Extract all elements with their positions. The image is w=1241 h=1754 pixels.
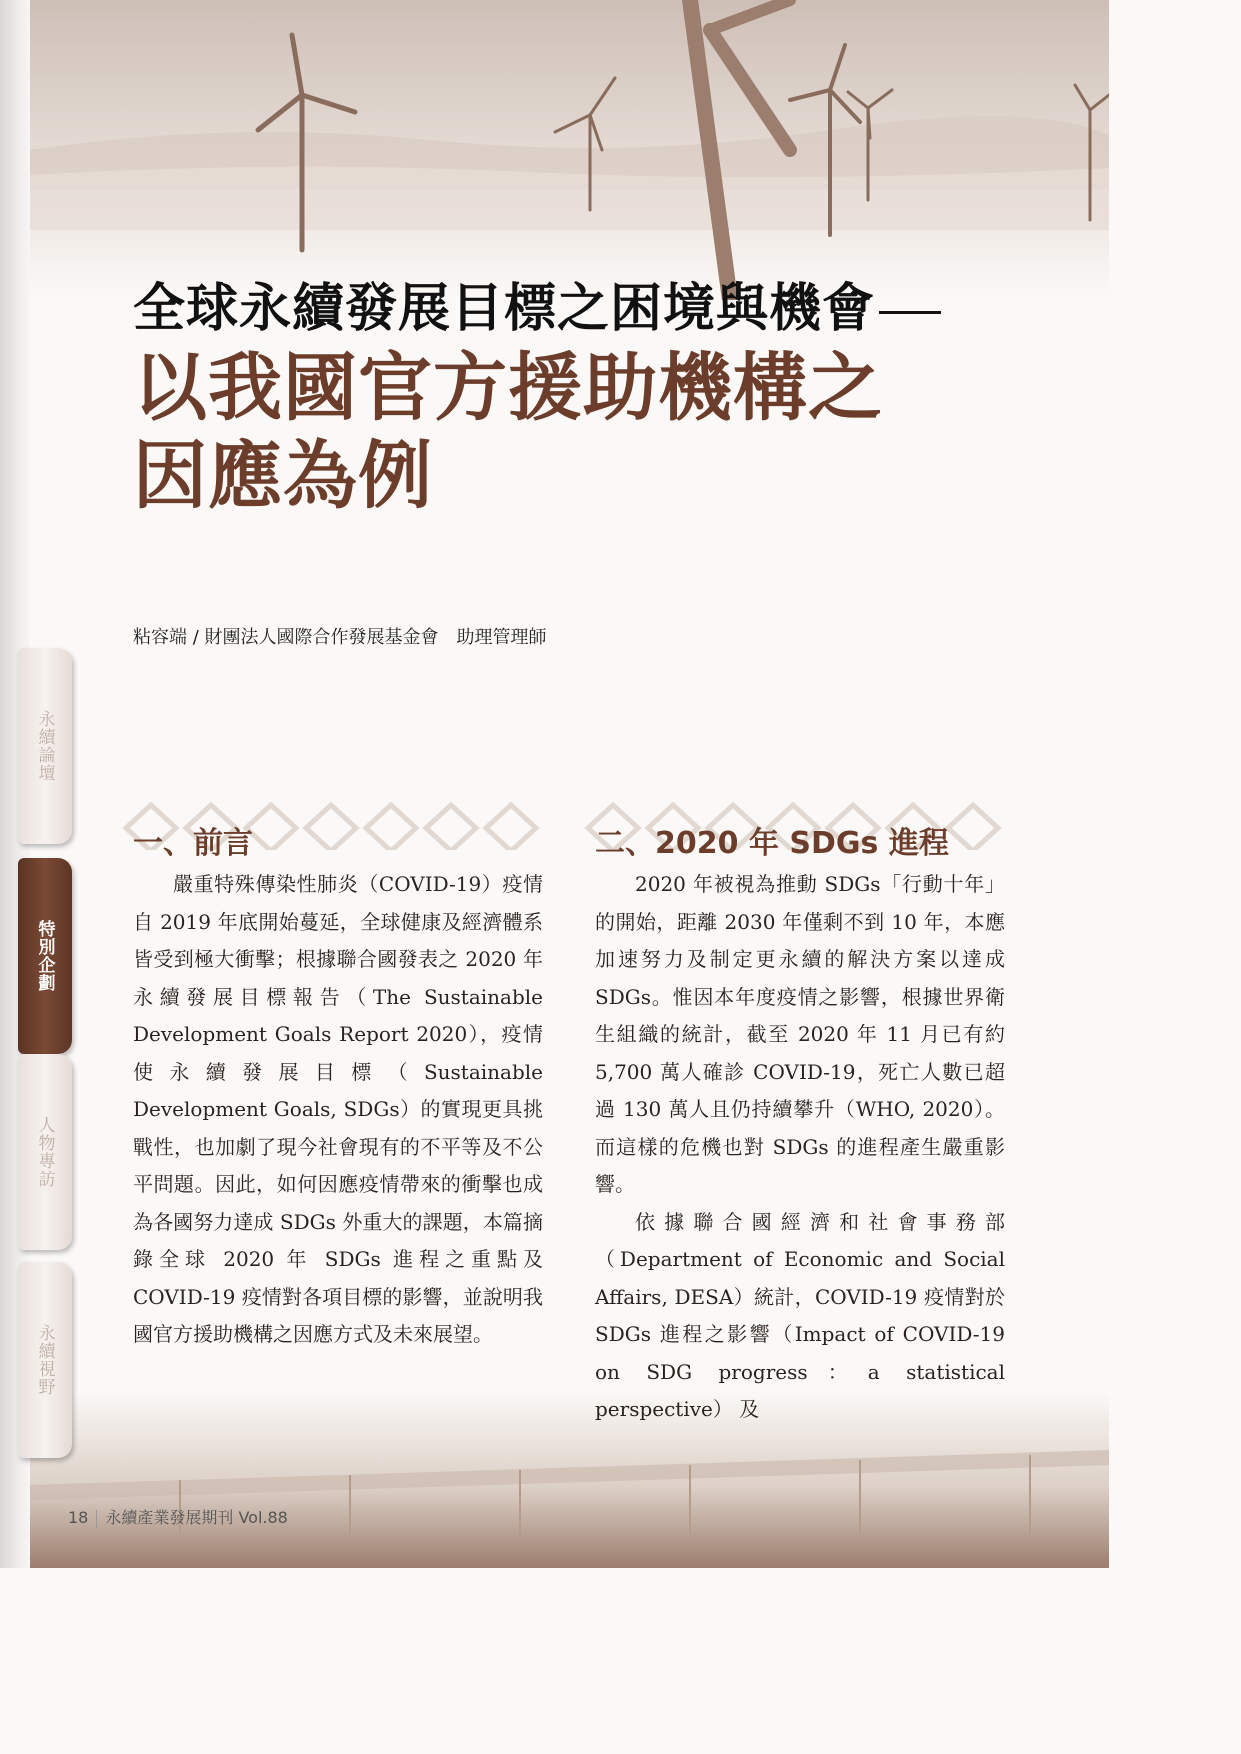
- tab-label: 人物專訪: [34, 1116, 55, 1188]
- publication-name: 永續產業發展期刊 Vol.88: [105, 1508, 288, 1527]
- author-byline: 粘容端 / 財團法人國際合作發展基金會 助理管理師: [133, 627, 547, 648]
- tab-label: 特別企劃: [34, 920, 55, 992]
- title-subtitle: [133, 344, 1033, 520]
- tab-label: 永續視野: [34, 1324, 55, 1396]
- subtitle-line-1: 以我國官方援助機構之: [133, 345, 883, 431]
- page-footer: [68, 1505, 288, 1528]
- tab-sustainability-forum[interactable]: [18, 648, 72, 844]
- wind-turbine-banner: [30, 0, 1109, 300]
- page-number: 18: [68, 1508, 89, 1527]
- tab-label: 永續論壇: [34, 710, 55, 782]
- subtitle-line-2: 因應為例: [133, 433, 433, 519]
- progress-paragraph-1: 2020 年被視為推動 SDGs「行動十年」的開始，距離 2030 年僅剩不到 10 年，本應加速努力及制定更永續的解決方案以達成 SDGs。惟因本年度疫情之影響，根據世界衛生組織的統計，截至 2020 年 11 月已有約 5,700 萬人確診 COVID-19，死亡人數已超過 130 萬人且仍持續攀升（WHO, 2020）。而這樣的危機也對 SDGs 的進程產生嚴重影響。: [595, 872, 1005, 1196]
- article-title: [133, 278, 1033, 520]
- tab-sustainability-vision[interactable]: [18, 1262, 72, 1458]
- column-right: [595, 800, 1005, 1429]
- intro-paragraph: 嚴重特殊傳染性肺炎（COVID-19）疫情自 2019 年底開始蔓延，全球健康及經濟體系皆受到極大衝擊；根據聯合國發表之 2020 年永續發展目標報告（The Sustainable Development Goals Report 2020），疫情使永續發展目標（Sustainable Development Goals, SDGs）的實現更具挑戰性，也加劇了現今社會現有的不平等及不公平問題。因此，如何因應疫情帶來的衝擊也成為各國努力達成 SDGs 外重大的課題，本篇摘錄全球 2020 年 SDGs 進程之重點及 COVID-19 疫情對各項目標的影響，並說明我國官方援助機構之因應方式及未來展望。: [133, 872, 543, 1346]
- tab-special-feature[interactable]: [18, 858, 72, 1054]
- section-heading-intro: 一、前言: [133, 826, 253, 861]
- title-main: 全球永續發展目標之困境與機會: [133, 278, 1033, 340]
- tab-interview[interactable]: [18, 1054, 72, 1250]
- section-heading-progress: 二、2020 年 SDGs 進程: [595, 826, 949, 861]
- column-left: [133, 800, 543, 1354]
- progress-paragraph-2: 依據聯合國經濟和社會事務部（Department of Economic and Social Affairs, DESA）統計，COVID-19 疫情對於 SDGs 進程之影響（Impact of COVID-19 on SDG progress：a statistical perspective） 及: [595, 1209, 1005, 1421]
